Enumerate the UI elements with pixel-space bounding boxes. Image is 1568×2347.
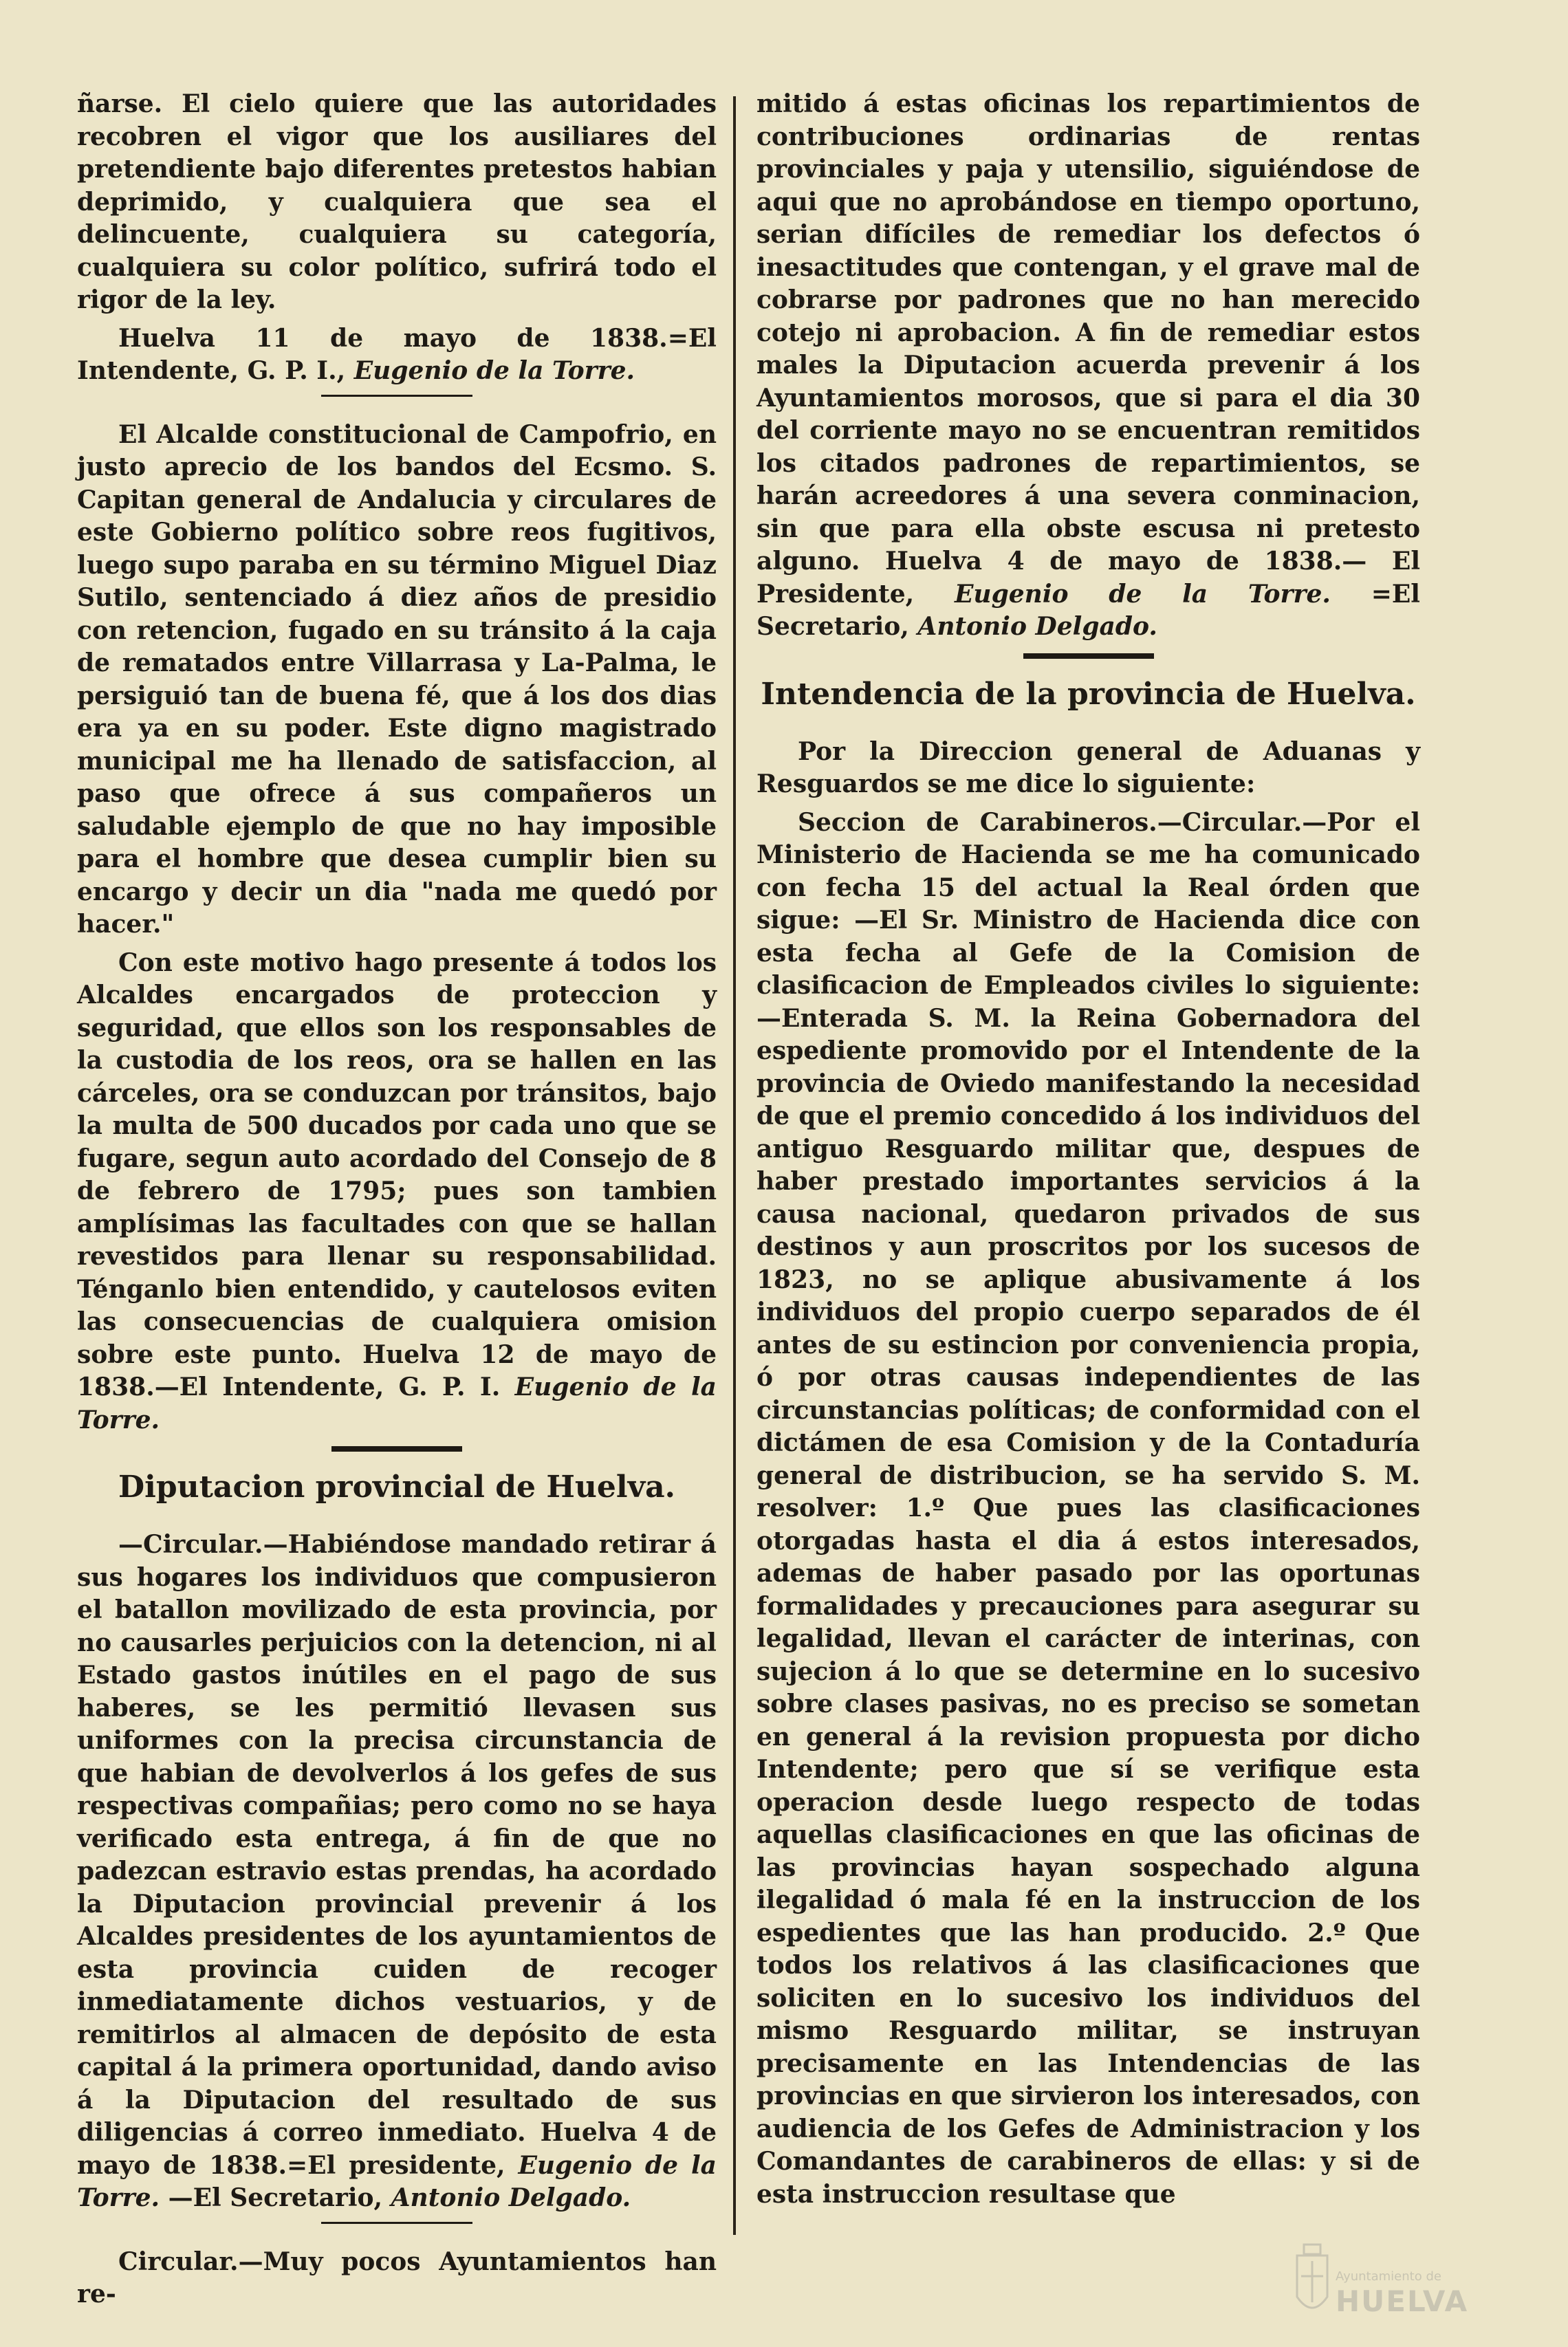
- signature-name: Eugenio de la Torre.: [954, 579, 1331, 609]
- section-heading-diputacion: Diputacion provincial de Huelva.: [118, 1470, 675, 1505]
- divider: [321, 395, 472, 397]
- paragraph-text: mitido á estas oficinas los repartimientos de contribuciones ordinarias de rentas provinciales y paja y utensilio, siguiéndose de aqui que no aprobándose en tiempo oportuno, serian difíciles de remediar los defectos ó inesactitudes que contengan, y el grave mal de cobrarse por padrones que no han merecido cotejo ni aprobacion. A fin de remediar estos males la Diputacion acuerda prevenir á los Ayuntamientos morosos, que si para el dia 30 del corriente mayo no se encuentran remitidos los citados padrones de repartimientos, se harán acreedores á una severa conminacion, sin que para ella obste escusa ni pretesto alguno. Huelva 4 de mayo de 1838.— El Presidente,: [756, 89, 1420, 609]
- paragraph-aduanas: Por la Direccion general de Aduanas y Resguardos se me dice lo siguiente:: [756, 736, 1420, 798]
- signature-name: Antonio Delgado.: [917, 612, 1157, 641]
- paragraph-alcalde: El Alcalde constitucional de Campofrio, en justo aprecio de los bandos del Ecsmo. S. Capitan general de Andalucia y circulares de este Gobierno político sobre reos fugitivos, luego supo paraba en su término Miguel Diaz Sutilo, sentenciado á diez años de presidio con retencion, fugado en su tránsito á la caja de rematados entre Villarrasa y La-Palma, le persiguió tan de buena fé, que á los dos dias era ya en su poder. Este digno magistrado municipal me ha llenado de satisfaccion, al paso que ofrece á sus compañeros un saludable ejemplo de que no hay imposible para el hombre que desea cumplir bien su encargo y decir un dia "nada me quedó por hacer.": [77, 419, 717, 939]
- signature-name: Eugenio de la Torre.: [353, 356, 635, 385]
- paragraph-text: —Circular.—Habiéndose mandado retirar á sus hogares los individuos que compusieron el batallon movilizado de esta provincia, por no causarles perjuicios con la detencion, ni al Estado gastos inútiles en el pago de sus haberes, se les permitió llevasen sus uniformes con la precisa circunstancia de que habian de devolverlos á los gefes de sus respectivas compañias; pero como no se haya verificado esta entrega, á fin de que no padezcan estravio estas prendas, ha acordado la Diputacion provincial prevenir á los Alcaldes presidentes de los ayuntamientos de esta provincia cuiden de recoger inmediatamente dichos vestuarios, y de remitirlos al almacen de depósito de esta capital á la primera oportunidad, dando aviso á la Diputacion del resultado de sus diligencias á correo inmediato. Huelva 4 de mayo de 1838.=El presidente,: [77, 1530, 717, 2180]
- paragraph-repartimientos: [756, 88, 1420, 644]
- signature-line-1: [77, 323, 717, 388]
- paragraph-motivo: [77, 947, 717, 1437]
- right-column: [756, 88, 1420, 2216]
- column-rule: [733, 96, 736, 2235]
- left-column: [77, 88, 717, 2317]
- watermark-line-2: HUELVA: [1336, 2284, 1469, 2318]
- dateline: Huelva 11 de mayo de 1838.=El Intendente, G. P. I.,: [77, 323, 717, 385]
- paragraph-text: Con este motivo hago presente á todos los Alcaldes encargados de proteccion y seguridad, que ellos son los responsables de la custodia de los reos, ora se hallen en las cárceles, ora se conduzcan por tránsitos, bajo la multa de 500 ducados por cada uno que se fugare, segun auto acordado del Consejo de 8 de febrero de 1795; pues son tambien amplísimas las facultades con que se hallan revestidos para llenar su responsabilidad. Ténganlo bien entendido, y cautelosos eviten las consecuencias de cualquiera omision sobre este punto. Huelva 12 de mayo de 1838.—El Intendente, G. P. I.: [77, 948, 717, 1401]
- signature-name: Eugenio de la Torre.: [77, 2150, 717, 2212]
- municipal-watermark: [1293, 2242, 1469, 2331]
- paragraph-circular-ayuntamientos: Circular.—Muy pocos Ayuntamientos han re-: [77, 2247, 717, 2308]
- signature-name: Antonio Delgado.: [391, 2183, 631, 2212]
- paragraph-text: —El Secretario,: [168, 2183, 383, 2212]
- paragraph-circular-uniformes: [77, 1529, 717, 2215]
- paragraph-text: =El Secretario,: [756, 579, 1420, 641]
- crest-icon: [1293, 2242, 1331, 2324]
- section-heading-intendencia: Intendencia de la provincia de Huelva.: [761, 676, 1416, 712]
- divider: [321, 2222, 472, 2224]
- signature-name: Eugenio de la Torre.: [77, 1373, 717, 1434]
- divider: [331, 1446, 462, 1452]
- paragraph-carabineros: Seccion de Carabineros.—Circular.—Por el Ministerio de Hacienda se me ha comunicado con fecha 15 del actual la Real órden que sigue: —El Sr. Ministro de Hacienda dice con esta fecha al Gefe de la Comision de clasificacion de Empleados civiles lo siguiente:—Enterada S. M. la Reina Gobernadora del espediente promovido por el Intendente de la provincia de Oviedo manifestando la necesidad de que el premio concedido á los individuos del antiguo Resguardo militar que, despues de haber prestado importantes servicios á la causa nacional, quedaron privados de sus destinos y aun proscritos por los sucesos de 1823, no se aplique abusivamente á los individuos del propio cuerpo separados de él antes de su estincion por conveniencia propia, ó por otras causas independientes de las circunstancias políticas; de conformidad con el dictámen de esa Comision y de la Contaduría general de distribucion, se ha servido S. M. resolver: 1.º Que pues las clasificaciones otorgadas hasta el dia á estos interesados, ademas de haber pasado por las oportunas formalidades y precauciones para asegurar su legalidad, llevan el carácter de interinas, con sujecion á lo que se determine en lo sucesivo sobre clases pasivas, no es preciso se sometan en general á la revision propuesta por dicho Intendente; pero que sí se verifique esta operacion desde luego respecto de todas aquellas clasificaciones en que las oficinas de las provincias hayan sospechado alguna ilegalidad ó mala fé en la instruccion de los espedientes que las han producido. 2.º Que todos los relativos á las clasificaciones que soliciten en lo sucesivo los individuos del mismo Resguardo militar, se instruyan precisamente en las Intendencias de las provincias en que sirvieron los interesados, con audiencia de los Gefes de Administracion y los Comandantes de carabineros de ellas: y si de esta instruccion resultase que: [756, 807, 1420, 2209]
- divider: [1023, 653, 1154, 659]
- paragraph-authorities: ñarse. El cielo quiere que las autoridades recobren el vigor que los ausiliares del pretendiente bajo diferentes pretestos habian deprimido, y cualquiera que sea el delincuente, cualquiera su categoría, cualquiera su color político, sufrirá todo el rigor de la ley.: [77, 89, 717, 314]
- watermark-line-1: Ayuntamiento de: [1336, 2269, 1441, 2284]
